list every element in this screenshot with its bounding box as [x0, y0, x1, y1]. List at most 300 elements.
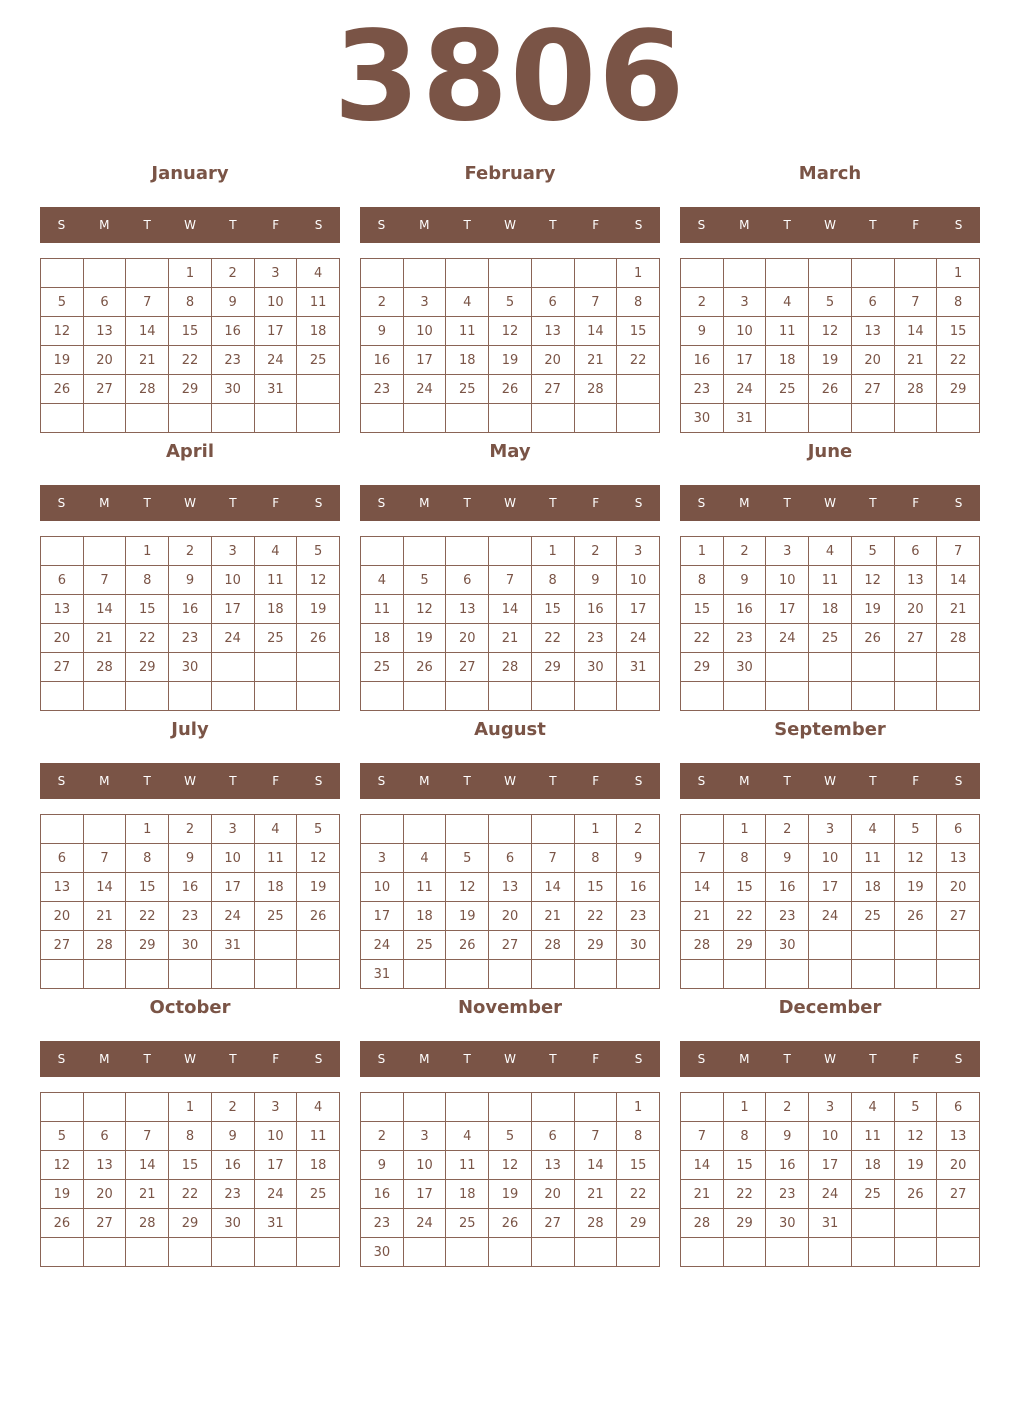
day-cell: 6	[83, 288, 126, 317]
day-grid	[360, 536, 660, 711]
day-cell: 5	[41, 1122, 84, 1151]
day-cell: 19	[894, 873, 937, 902]
day-cell: 7	[126, 288, 169, 317]
week-row	[361, 1122, 660, 1151]
day-cell	[403, 815, 446, 844]
day-cell	[809, 931, 852, 960]
week-row	[361, 259, 660, 288]
week-row	[361, 1151, 660, 1180]
month-name: May	[489, 441, 531, 462]
day-cell: 10	[211, 844, 254, 873]
day-cell: 13	[83, 1151, 126, 1180]
weekday-label: S	[697, 218, 706, 232]
weekday-label: S	[314, 496, 323, 510]
day-cell: 21	[574, 1180, 617, 1209]
weekday-header	[680, 1041, 980, 1077]
month-name: September	[774, 719, 886, 740]
week-row	[41, 844, 340, 873]
weekday-label: T	[229, 1052, 237, 1066]
day-cell	[894, 653, 937, 682]
day-cell: 3	[723, 288, 766, 317]
weekday-label: T	[783, 774, 791, 788]
day-cell: 25	[254, 624, 297, 653]
day-cell: 23	[211, 1180, 254, 1209]
day-cell: 25	[446, 1209, 489, 1238]
week-row	[681, 288, 980, 317]
week-row	[681, 1209, 980, 1238]
day-grid	[680, 536, 980, 711]
week-row	[361, 1093, 660, 1122]
day-cell	[83, 259, 126, 288]
day-cell: 8	[617, 1122, 660, 1151]
day-cell: 16	[361, 346, 404, 375]
day-cell: 28	[531, 931, 574, 960]
day-cell: 5	[297, 815, 340, 844]
day-cell: 23	[766, 902, 809, 931]
day-cell: 10	[809, 844, 852, 873]
day-cell	[809, 259, 852, 288]
day-cell: 23	[361, 375, 404, 404]
day-cell	[531, 1093, 574, 1122]
day-cell: 31	[361, 960, 404, 989]
day-cell	[489, 960, 532, 989]
week-row	[41, 815, 340, 844]
week-row	[681, 653, 980, 682]
day-cell: 31	[723, 404, 766, 433]
week-row	[41, 566, 340, 595]
day-cell: 30	[169, 931, 212, 960]
weekday-label: S	[954, 218, 963, 232]
day-cell: 9	[361, 1151, 404, 1180]
day-cell: 16	[766, 873, 809, 902]
day-cell	[766, 682, 809, 711]
weekday-label: S	[377, 218, 386, 232]
day-cell: 21	[126, 346, 169, 375]
day-cell: 14	[83, 595, 126, 624]
day-cell: 28	[681, 931, 724, 960]
day-cell	[681, 259, 724, 288]
day-cell: 13	[531, 317, 574, 346]
weekday-label: T	[229, 774, 237, 788]
day-cell: 10	[361, 873, 404, 902]
week-row	[41, 375, 340, 404]
day-cell: 4	[361, 566, 404, 595]
day-cell: 7	[531, 844, 574, 873]
week-row	[41, 653, 340, 682]
day-cell: 6	[531, 1122, 574, 1151]
day-cell	[681, 1093, 724, 1122]
day-cell	[766, 1238, 809, 1267]
day-cell	[169, 682, 212, 711]
day-cell: 28	[83, 653, 126, 682]
day-cell	[489, 1238, 532, 1267]
day-cell	[489, 404, 532, 433]
day-cell: 7	[574, 288, 617, 317]
day-cell: 20	[851, 346, 894, 375]
week-row	[41, 960, 340, 989]
day-cell: 29	[681, 653, 724, 682]
day-cell	[937, 931, 980, 960]
week-row	[681, 346, 980, 375]
day-cell	[126, 960, 169, 989]
day-cell: 11	[361, 595, 404, 624]
day-cell: 19	[489, 346, 532, 375]
day-cell	[894, 682, 937, 711]
day-cell: 28	[574, 375, 617, 404]
week-row	[681, 1122, 980, 1151]
day-cell	[169, 404, 212, 433]
day-cell: 3	[254, 1093, 297, 1122]
day-cell	[937, 1238, 980, 1267]
day-cell: 4	[809, 537, 852, 566]
day-cell: 31	[809, 1209, 852, 1238]
day-cell	[766, 960, 809, 989]
day-cell	[851, 653, 894, 682]
day-cell: 17	[403, 346, 446, 375]
day-cell: 21	[489, 624, 532, 653]
day-cell: 16	[211, 1151, 254, 1180]
week-row	[41, 931, 340, 960]
day-cell	[361, 1093, 404, 1122]
day-cell: 14	[489, 595, 532, 624]
day-cell: 19	[41, 346, 84, 375]
day-cell: 25	[809, 624, 852, 653]
day-cell: 13	[851, 317, 894, 346]
day-cell: 30	[211, 1209, 254, 1238]
day-cell	[489, 1093, 532, 1122]
day-cell: 15	[574, 873, 617, 902]
day-cell: 27	[446, 653, 489, 682]
weekday-header	[40, 485, 340, 521]
weekday-header	[360, 1041, 660, 1077]
week-row	[41, 1151, 340, 1180]
weekday-label: T	[549, 774, 557, 788]
day-cell	[531, 404, 574, 433]
day-cell	[297, 1238, 340, 1267]
day-cell: 9	[574, 566, 617, 595]
day-cell	[126, 682, 169, 711]
day-cell	[894, 960, 937, 989]
day-cell: 8	[574, 844, 617, 873]
weekday-label: M	[739, 1052, 750, 1066]
day-cell: 5	[851, 537, 894, 566]
day-cell: 20	[894, 595, 937, 624]
weekday-label: S	[634, 496, 643, 510]
day-cell: 1	[723, 815, 766, 844]
day-cell: 22	[681, 624, 724, 653]
day-cell	[254, 653, 297, 682]
month-name: February	[464, 163, 556, 184]
weekday-label: W	[504, 218, 516, 232]
day-cell	[809, 653, 852, 682]
week-row	[361, 815, 660, 844]
day-cell: 15	[531, 595, 574, 624]
day-cell: 24	[403, 1209, 446, 1238]
day-cell: 13	[41, 595, 84, 624]
weekday-label: M	[419, 496, 430, 510]
day-cell	[169, 1238, 212, 1267]
day-cell: 29	[531, 653, 574, 682]
day-cell: 19	[297, 595, 340, 624]
day-cell: 5	[809, 288, 852, 317]
day-cell: 28	[489, 653, 532, 682]
day-cell: 3	[211, 537, 254, 566]
weekday-label: S	[57, 496, 66, 510]
day-cell: 29	[937, 375, 980, 404]
day-cell: 24	[254, 346, 297, 375]
day-cell	[126, 259, 169, 288]
weekday-header	[40, 763, 340, 799]
weekday-label: F	[272, 496, 280, 510]
week-row	[41, 1238, 340, 1267]
month-name: August	[474, 719, 546, 740]
week-row	[41, 595, 340, 624]
day-cell: 6	[83, 1122, 126, 1151]
day-cell: 23	[574, 624, 617, 653]
day-cell: 3	[211, 815, 254, 844]
day-cell: 27	[531, 375, 574, 404]
day-cell: 6	[446, 566, 489, 595]
day-cell: 9	[361, 317, 404, 346]
weekday-header	[680, 485, 980, 521]
day-cell: 30	[681, 404, 724, 433]
day-cell: 9	[681, 317, 724, 346]
day-cell: 10	[254, 288, 297, 317]
day-cell	[446, 259, 489, 288]
day-cell: 2	[723, 537, 766, 566]
day-cell: 27	[851, 375, 894, 404]
weekday-label: T	[783, 1052, 791, 1066]
weekday-label: M	[419, 218, 430, 232]
day-cell	[211, 653, 254, 682]
day-cell: 14	[126, 1151, 169, 1180]
day-cell: 15	[169, 317, 212, 346]
day-cell: 17	[211, 595, 254, 624]
day-cell	[126, 1238, 169, 1267]
weekday-label: T	[869, 1052, 877, 1066]
day-cell	[766, 653, 809, 682]
day-cell: 3	[766, 537, 809, 566]
day-cell	[851, 259, 894, 288]
day-cell: 15	[126, 595, 169, 624]
day-cell	[723, 682, 766, 711]
day-grid	[40, 536, 340, 711]
day-cell: 23	[169, 902, 212, 931]
day-cell: 25	[297, 346, 340, 375]
day-cell	[809, 1238, 852, 1267]
week-row	[361, 317, 660, 346]
day-cell: 10	[254, 1122, 297, 1151]
day-cell	[723, 259, 766, 288]
day-cell: 3	[403, 1122, 446, 1151]
week-row	[361, 1209, 660, 1238]
day-cell: 11	[254, 566, 297, 595]
weekday-label: T	[549, 496, 557, 510]
day-cell	[446, 815, 489, 844]
day-cell	[361, 815, 404, 844]
weekday-label: F	[272, 1052, 280, 1066]
day-cell: 25	[403, 931, 446, 960]
day-cell	[531, 1238, 574, 1267]
day-cell	[937, 653, 980, 682]
day-cell: 22	[937, 346, 980, 375]
day-cell: 27	[531, 1209, 574, 1238]
day-cell: 3	[254, 259, 297, 288]
weekday-label: T	[463, 774, 471, 788]
weekday-label: T	[869, 774, 877, 788]
day-cell: 30	[361, 1238, 404, 1267]
day-cell: 6	[489, 844, 532, 873]
day-cell: 12	[809, 317, 852, 346]
weekday-label: W	[184, 1052, 196, 1066]
day-cell: 17	[211, 873, 254, 902]
weekday-label: S	[697, 1052, 706, 1066]
day-cell: 14	[681, 1151, 724, 1180]
month-name: January	[151, 163, 229, 184]
day-cell: 17	[254, 317, 297, 346]
day-cell: 24	[254, 1180, 297, 1209]
day-cell: 1	[681, 537, 724, 566]
day-cell	[489, 259, 532, 288]
day-cell: 7	[894, 288, 937, 317]
week-row	[681, 375, 980, 404]
day-cell: 6	[41, 566, 84, 595]
week-row	[41, 682, 340, 711]
day-cell: 18	[297, 317, 340, 346]
day-cell: 30	[617, 931, 660, 960]
weekday-label: M	[99, 774, 110, 788]
day-cell: 3	[809, 1093, 852, 1122]
day-cell: 22	[126, 902, 169, 931]
day-cell: 26	[446, 931, 489, 960]
day-cell: 18	[851, 873, 894, 902]
weekday-label: W	[824, 218, 836, 232]
day-cell: 16	[169, 873, 212, 902]
day-cell: 26	[489, 1209, 532, 1238]
day-cell	[617, 1238, 660, 1267]
day-cell: 13	[41, 873, 84, 902]
week-row	[361, 960, 660, 989]
day-cell: 20	[83, 1180, 126, 1209]
day-cell: 20	[41, 902, 84, 931]
day-cell: 27	[83, 375, 126, 404]
weekday-label: T	[463, 218, 471, 232]
day-grid	[360, 1092, 660, 1267]
day-cell: 13	[83, 317, 126, 346]
weekday-label: M	[99, 496, 110, 510]
weekday-header	[360, 485, 660, 521]
day-cell: 2	[681, 288, 724, 317]
day-cell: 12	[403, 595, 446, 624]
day-cell: 18	[254, 873, 297, 902]
weekday-label: F	[912, 218, 920, 232]
day-cell: 1	[574, 815, 617, 844]
weekday-label: W	[824, 496, 836, 510]
week-row	[41, 317, 340, 346]
day-cell: 17	[617, 595, 660, 624]
day-cell: 20	[489, 902, 532, 931]
day-cell: 22	[617, 1180, 660, 1209]
week-row	[361, 595, 660, 624]
day-cell: 12	[41, 1151, 84, 1180]
week-row	[41, 537, 340, 566]
week-row	[361, 873, 660, 902]
day-cell: 7	[489, 566, 532, 595]
day-cell: 25	[446, 375, 489, 404]
day-cell: 22	[126, 624, 169, 653]
day-cell: 16	[211, 317, 254, 346]
day-cell: 12	[297, 566, 340, 595]
day-cell: 21	[83, 902, 126, 931]
day-cell: 16	[169, 595, 212, 624]
day-cell: 25	[254, 902, 297, 931]
day-cell	[809, 960, 852, 989]
day-cell: 24	[361, 931, 404, 960]
day-cell: 28	[574, 1209, 617, 1238]
weekday-label: T	[549, 1052, 557, 1066]
day-cell: 6	[894, 537, 937, 566]
day-cell: 22	[574, 902, 617, 931]
weekday-label: W	[504, 496, 516, 510]
week-row	[41, 902, 340, 931]
day-cell: 22	[169, 1180, 212, 1209]
day-cell: 27	[489, 931, 532, 960]
day-cell: 29	[723, 931, 766, 960]
day-cell: 9	[169, 566, 212, 595]
day-cell: 21	[574, 346, 617, 375]
day-cell: 19	[809, 346, 852, 375]
weekday-label: W	[504, 774, 516, 788]
day-cell: 18	[809, 595, 852, 624]
day-cell	[41, 1238, 84, 1267]
week-row	[681, 844, 980, 873]
week-row	[41, 1180, 340, 1209]
day-cell: 5	[403, 566, 446, 595]
day-cell: 18	[361, 624, 404, 653]
day-cell: 24	[403, 375, 446, 404]
weekday-label: S	[697, 496, 706, 510]
weekday-label: S	[57, 1052, 66, 1066]
day-cell: 13	[489, 873, 532, 902]
weekday-label: F	[592, 1052, 600, 1066]
day-cell: 26	[894, 902, 937, 931]
weekday-header	[680, 207, 980, 243]
day-cell: 6	[937, 815, 980, 844]
day-cell: 23	[361, 1209, 404, 1238]
day-cell: 2	[766, 815, 809, 844]
day-cell: 24	[766, 624, 809, 653]
day-cell: 11	[851, 1122, 894, 1151]
day-cell	[211, 404, 254, 433]
day-cell: 15	[937, 317, 980, 346]
weekday-label: T	[463, 1052, 471, 1066]
weekday-label: T	[783, 218, 791, 232]
day-cell: 2	[361, 288, 404, 317]
day-cell	[211, 960, 254, 989]
day-cell: 5	[894, 815, 937, 844]
day-cell	[937, 960, 980, 989]
day-cell: 19	[446, 902, 489, 931]
weekday-label: S	[377, 496, 386, 510]
day-cell: 2	[766, 1093, 809, 1122]
day-cell: 23	[681, 375, 724, 404]
day-cell: 10	[617, 566, 660, 595]
day-cell: 15	[723, 1151, 766, 1180]
day-cell: 14	[574, 317, 617, 346]
day-cell: 14	[83, 873, 126, 902]
day-cell	[681, 815, 724, 844]
day-cell	[894, 1238, 937, 1267]
